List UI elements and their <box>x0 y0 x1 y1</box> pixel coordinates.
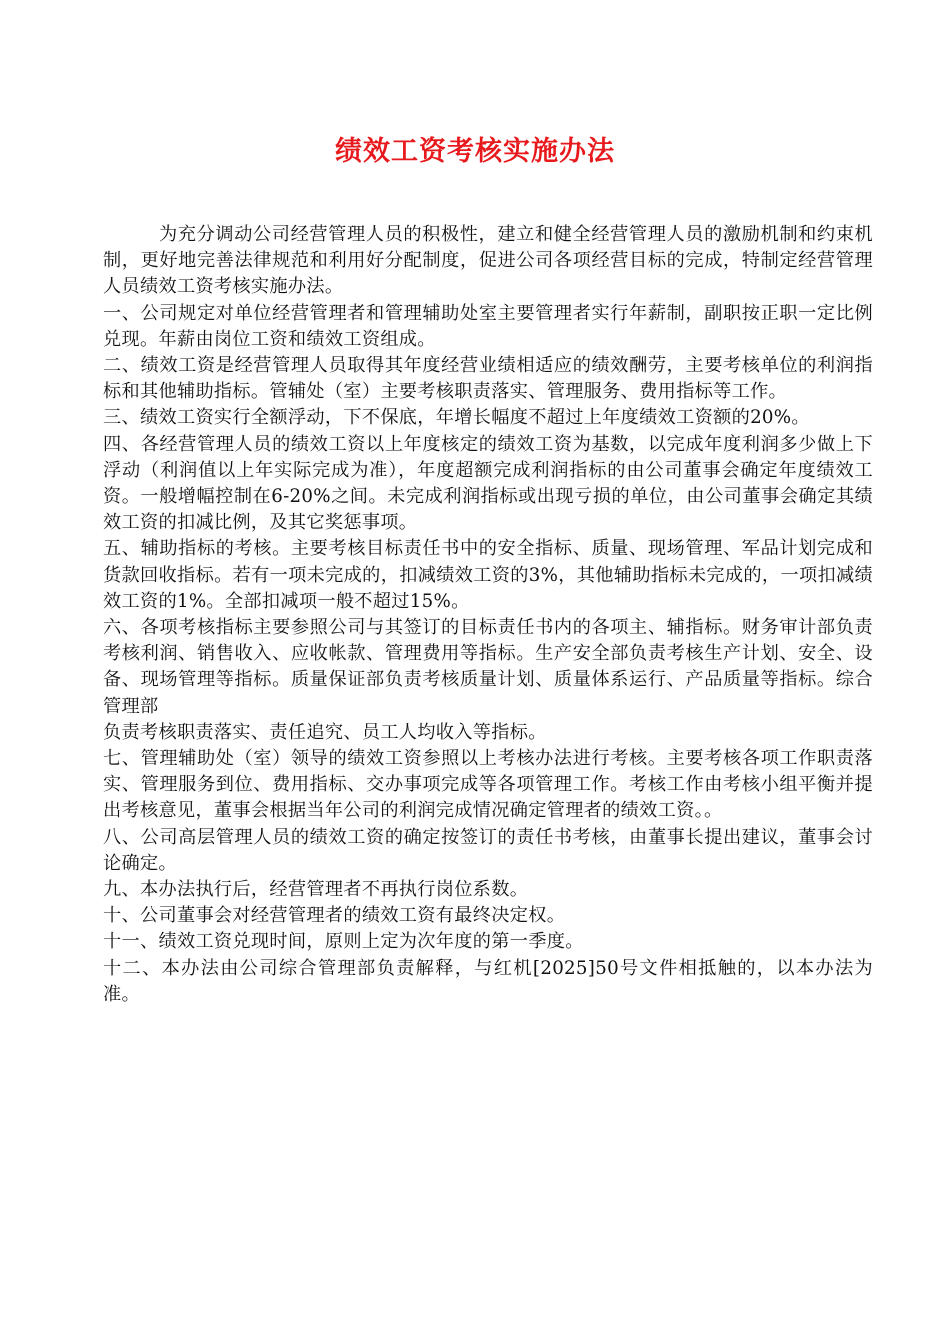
clause-3: 三、绩效工资实行全额浮动，下不保底，年增长幅度不超过上年度绩效工资额的20%。 <box>103 407 810 429</box>
clause-10: 十、公司董事会对经营管理者的绩效工资有最终决定权。 <box>103 905 566 927</box>
document-body <box>103 222 873 1008</box>
document-title: 绩效工资考核实施办法 <box>335 136 615 167</box>
clause-2: 二、绩效工资是经营管理人员取得其年度经营业绩相适应的绩效酬劳，主要考核单位的利润指标和其他辅助指标。管辅处（室）主要考核职责落实、管理服务、费用指标等工作。 <box>103 355 873 403</box>
clause-6-continued: 负责考核职责落实、责任追究、员工人均收入等指标。 <box>103 721 547 743</box>
intro-paragraph: 为充分调动公司经营管理人员的积极性，建立和健全经营管理人员的激励机制和约束机制，更好地完善法律规范和利用好分配制度，促进公司各项经营目标的完成，特制定经营管理人员绩效工资考核实施办法。 <box>103 224 873 298</box>
clause-11: 十一、绩效工资兑现时间，原则上定为次年度的第一季度。 <box>103 931 584 953</box>
clause-12: 十二、本办法由公司综合管理部负责解释，与红机[2025]50号文件相抵触的，以本办法为准。 <box>103 957 873 1005</box>
clause-4: 四、各经营管理人员的绩效工资以上年度核定的绩效工资为基数，以完成年度利润多少做上下浮动（利润值以上年实际完成为准），年度超额完成利润指标的由公司董事会确定年度绩效工资。一般增幅控制在6-20%之间。未完成利润指标或出现亏损的单位，由公司董事会确定其绩效工资的扣减比例，及其它奖惩事项。 <box>103 433 873 534</box>
clause-5: 五、辅助指标的考核。主要考核目标责任书中的安全指标、质量、现场管理、军品计划完成和货款回收指标。若有一项未完成的，扣减绩效工资的3%，其他辅助指标未完成的，一项扣减绩效工资的1%。全部扣减项一般不超过15%。 <box>103 538 873 612</box>
clause-7: 七、管理辅助处（室）领导的绩效工资参照以上考核办法进行考核。主要考核各项工作职责落实、管理服务到位、费用指标、交办事项完成等各项管理工作。考核工作由考核小组平衡并提出考核意见，董事会根据当年公司的利润完成情况确定管理者的绩效工资。。 <box>103 748 873 822</box>
clause-1: 一、公司规定对单位经营管理者和管理辅助处室主要管理者实行年薪制，副职按正职一定比例兑现。年薪由岗位工资和绩效工资组成。 <box>103 302 873 350</box>
clause-6: 六、各项考核指标主要参照公司与其签订的目标责任书内的各项主、辅指标。财务审计部负责考核利润、销售收入、应收帐款、管理费用等指标。生产安全部负责考核生产计划、安全、设备、现场管理等指标。质量保证部负责考核质量计划、质量体系运行、产品质量等指标。综合管理部 <box>103 617 873 717</box>
clause-8: 八、公司高层管理人员的绩效工资的确定按签订的责任书考核，由董事长提出建议，董事会讨论确定。 <box>103 826 873 874</box>
clause-9: 九、本办法执行后，经营管理者不再执行岗位系数。 <box>103 879 529 901</box>
